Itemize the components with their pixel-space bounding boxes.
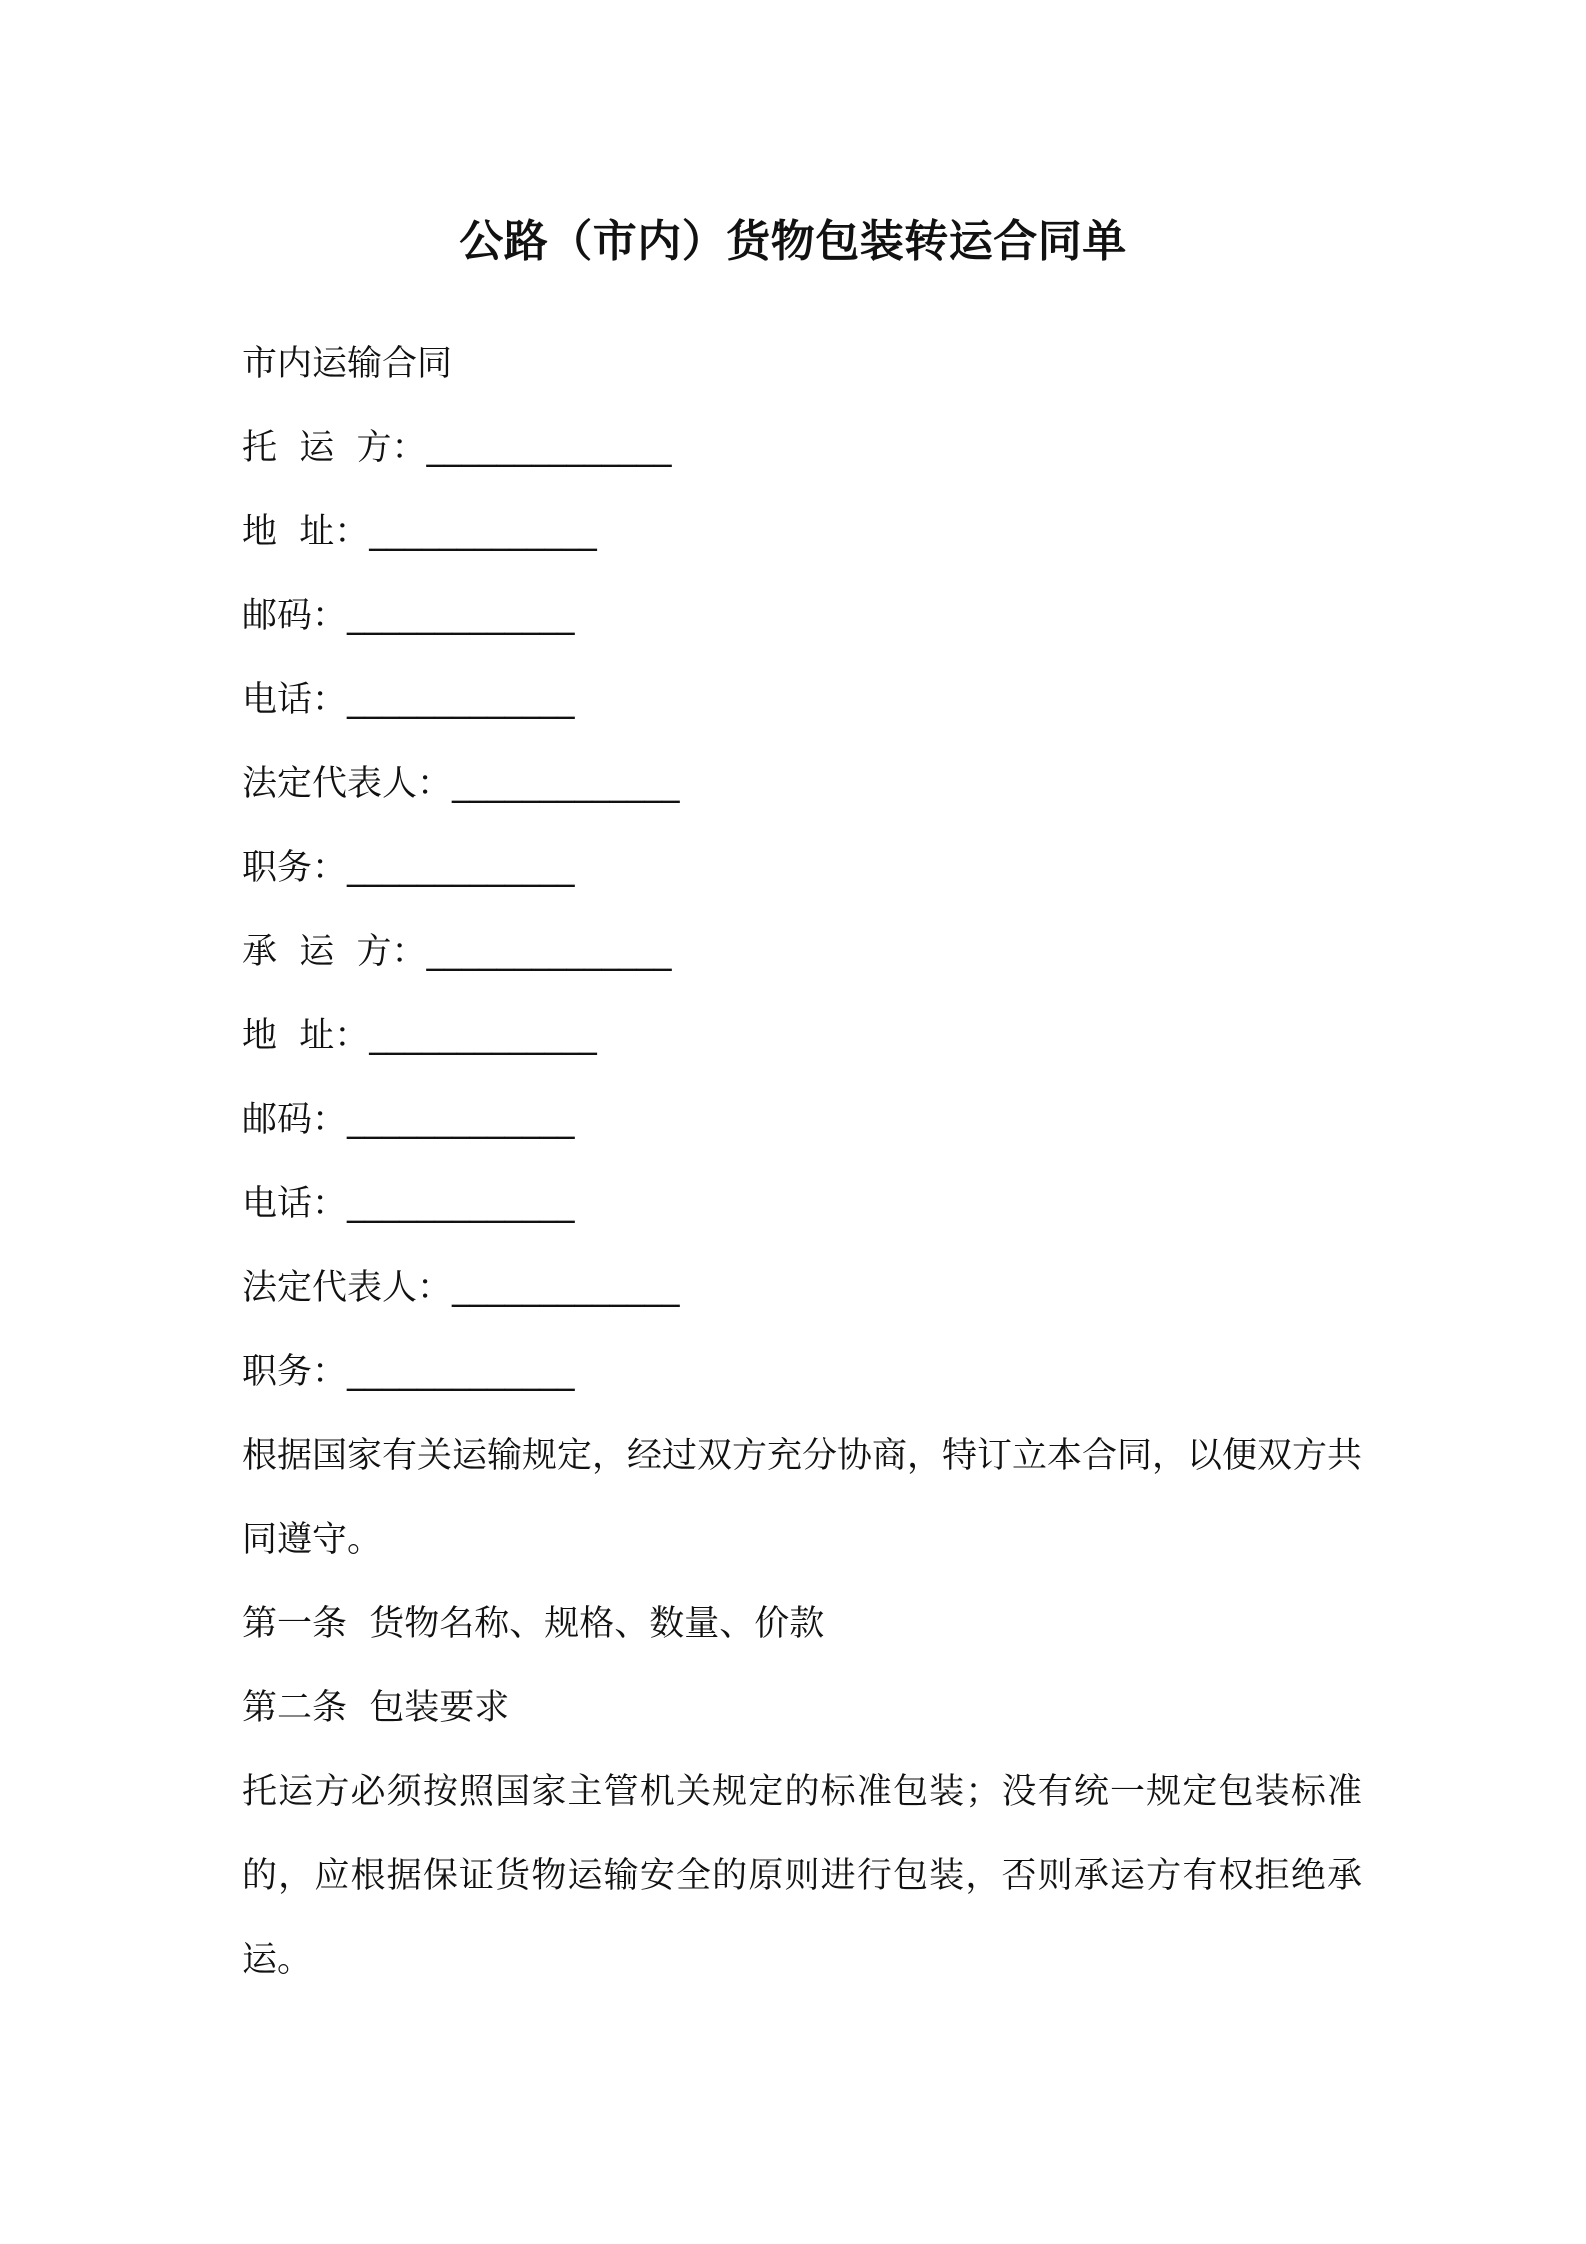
shipper-position-field: 职务：_____________ [242, 848, 575, 888]
contract-subtitle: 市内运输合同 [242, 344, 453, 384]
preamble-paragraph: 根据国家有关运输规定，经过双方充分协商，特订立本合同，以便双方共同遵守。 [242, 1436, 1363, 1560]
carrier-address-field: 地 址：_____________ [242, 1016, 597, 1056]
shipper-phone-field: 电话：_____________ [242, 680, 575, 720]
carrier-position-field: 职务：_____________ [242, 1352, 575, 1392]
article-2-paragraph: 托运方必须按照国家主管机关规定的标准包装；没有统一规定包装标准的，应根据保证货物运输安全的原则进行包装，否则承运方有权拒绝承运。 [242, 1772, 1362, 1980]
article-2-heading: 第二条 包装要求 [242, 1688, 510, 1728]
shipper-address-field: 地 址：_____________ [242, 512, 597, 552]
carrier-postcode-field: 邮码：_____________ [242, 1100, 575, 1140]
article-1-heading: 第一条 货物名称、规格、数量、价款 [242, 1604, 825, 1644]
carrier-party-field: 承 运 方：______________ [242, 932, 672, 972]
shipper-legal-rep-field: 法定代表人：_____________ [242, 764, 680, 804]
shipper-postcode-field: 邮码：_____________ [242, 596, 575, 636]
document-body [242, 322, 1362, 2002]
shipper-party-field: 托 运 方：______________ [242, 428, 672, 468]
carrier-legal-rep-field: 法定代表人：_____________ [242, 1268, 680, 1308]
carrier-phone-field: 电话：_____________ [242, 1184, 575, 1224]
document-title: 公路（市内）货物包装转运合同单 [459, 216, 1127, 267]
